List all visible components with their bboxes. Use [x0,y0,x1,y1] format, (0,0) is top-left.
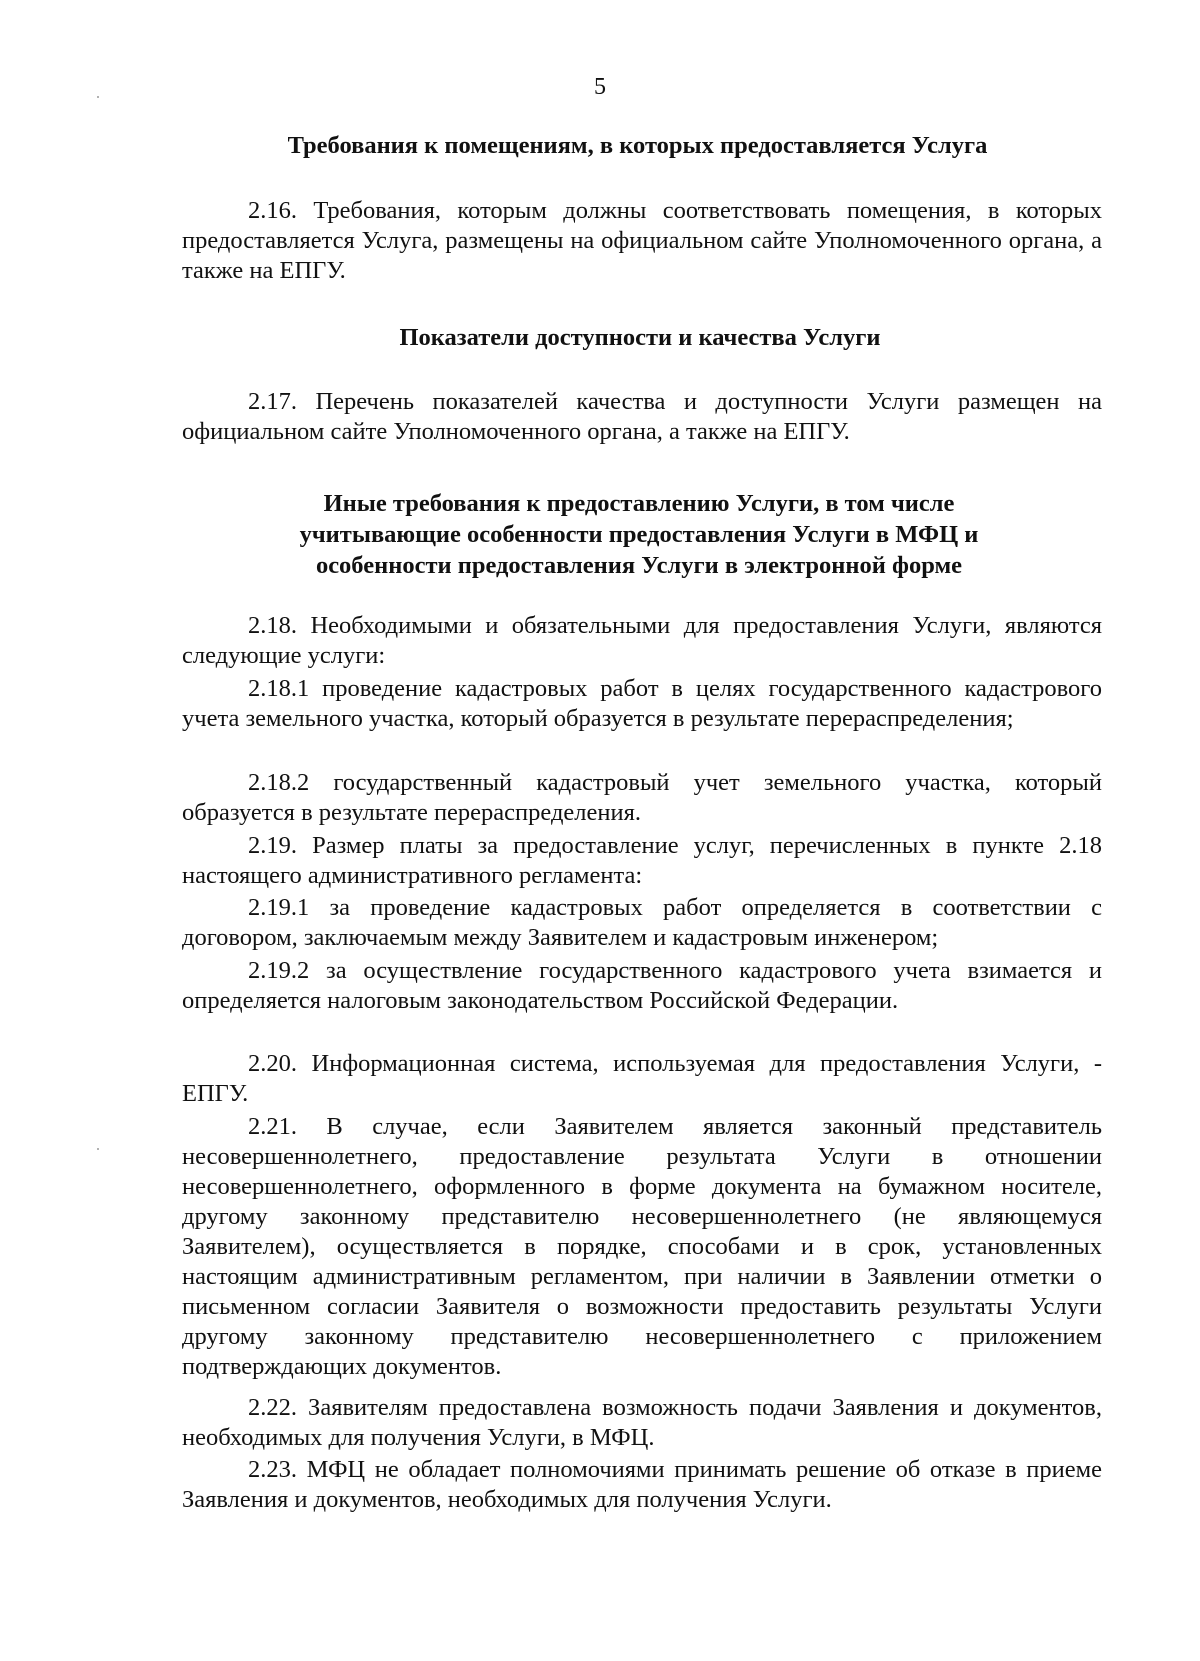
paragraph-2-18: 2.18. Необходимыми и обязательными для предоставления Услуги, являются следующие услуги: [182,612,1102,669]
paragraph-2-18-2: 2.18.2 государственный кадастровый учет земельного участка, который образуется в результате перераспределения. [182,769,1102,826]
paragraph-2-21: 2.21. В случае, если Заявителем является законный представитель несовершеннолетнего, предоставление результата Услуги в отношении несовершеннолетнего, оформленного в форме документа на бумажном носителе, другому законному представителю несовершеннолетнего (не являющемуся Заявителем), осуществляется в порядке, способами и в срок, установленных настоящим административным регламентом, при наличии в Заявлении отметки о письменном согласии Заявителя о возможности предоставить результаты Услуги другому законному представителю несовершеннолетнего с приложением подтверждающих документов. [182,1113,1102,1380]
section-heading-quality: Показатели доступности и качества Услуги [399,324,881,351]
heading-line: особенности предоставления Услуги в электронной форме [315,552,963,579]
scan-speck [97,1148,99,1150]
section-heading-premises: Требования к помещениям, в которых предоставляется Услуга [287,132,988,159]
paragraph-2-18-1: 2.18.1 проведение кадастровых работ в целях государственного кадастрового учета земельного участка, который образуется в результате перераспределения; [182,675,1102,732]
page-number: 5 [594,74,606,100]
heading-line: Иные требования к предоставлению Услуги, в том числе [323,490,955,517]
paragraph-2-23: 2.23. МФЦ не обладает полномочиями принимать решение об отказе в приеме Заявления и документов, необходимых для получения Услуги. [182,1456,1102,1513]
paragraph-2-19-2: 2.19.2 за осуществление государственного кадастрового учета взимается и определяется налоговым законодательством Российской Федерации. [182,957,1102,1014]
paragraph-2-16: 2.16. Требования, которым должны соответствовать помещения, в которых предоставляется Услуга, размещены на официальном сайте Уполномоченного органа, а также на ЕПГУ. [182,197,1102,284]
paragraph-2-20: 2.20. Информационная система, используемая для предоставления Услуги, - ЕПГУ. [182,1050,1102,1107]
paragraph-2-22: 2.22. Заявителям предоставлена возможность подачи Заявления и документов, необходимых для получения Услуги, в МФЦ. [182,1394,1102,1451]
paragraph-2-19: 2.19. Размер платы за предоставление услуг, перечисленных в пункте 2.18 настоящего административного регламента: [182,832,1102,889]
paragraph-2-19-1: 2.19.1 за проведение кадастровых работ определяется в соответствии с договором, заключаемым между Заявителем и кадастровым инженером; [182,894,1102,951]
section-heading-other-requirements [170,488,1108,581]
heading-line: учитывающие особенности предоставления Услуги в МФЦ и [299,521,979,548]
paragraph-2-17: 2.17. Перечень показателей качества и доступности Услуги размещен на официальном сайте Уполномоченного органа, а также на ЕПГУ. [182,388,1102,445]
